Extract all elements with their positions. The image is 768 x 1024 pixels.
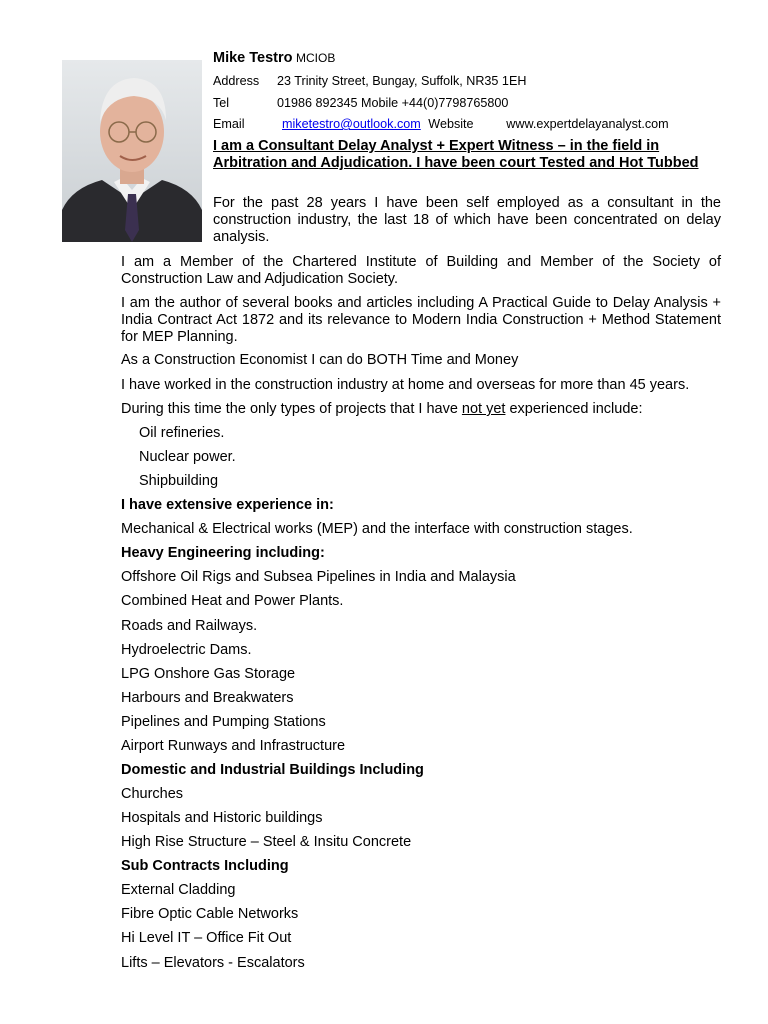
intro-paragraph: For the past 28 years I have been self employed as a consultant in the construction industry, the last 18 of which have been concentrated on delay analysis. — [213, 195, 721, 245]
experience-line: I have worked in the construction industry at home and overseas for more than 45 years. — [121, 377, 690, 393]
list-item: Nuclear power. — [139, 449, 236, 465]
email-link[interactable]: miketestro@outlook.com — [282, 117, 421, 131]
list-item: Harbours and Breakwaters — [121, 690, 294, 706]
section-heading: Domestic and Industrial Buildings Including — [121, 762, 424, 778]
name-line — [213, 51, 335, 66]
list-item: Lifts – Elevators - Escalators — [121, 955, 305, 971]
website-label: Website — [428, 117, 474, 131]
address-value: 23 Trinity Street, Bungay, Suffolk, NR35 1EH — [277, 74, 527, 88]
list-item: Hydroelectric Dams. — [121, 642, 252, 658]
list-item: Fibre Optic Cable Networks — [121, 906, 299, 922]
not-yet-before: During this time the only types of projects that I have — [121, 401, 462, 417]
list-item: High Rise Structure – Steel & Insitu Concrete — [121, 834, 412, 850]
section-heading: Sub Contracts Including — [121, 858, 289, 874]
section-heading: Heavy Engineering including: — [121, 545, 325, 561]
address-label: Address — [213, 74, 260, 88]
author-paragraph: I am the author of several books and articles including A Practical Guide to Delay Analysis + India Contract Act 1872 and its relevance to Modern India Construction + Method Statement for MEP Planning. — [121, 295, 721, 345]
mep-line: Mechanical & Electrical works (MEP) and the interface with construction stages. — [121, 521, 633, 537]
portrait-image — [62, 60, 202, 242]
list-item: Shipbuilding — [139, 473, 219, 489]
email-line — [213, 117, 669, 132]
qualifications: MCIOB — [296, 51, 336, 65]
profile-photo — [62, 60, 202, 242]
section-heading: I have extensive experience in: — [121, 497, 334, 513]
list-item: Combined Heat and Power Plants. — [121, 593, 344, 609]
not-yet-emphasis: not yet — [461, 401, 506, 417]
list-item: External Cladding — [121, 882, 236, 898]
email-label: Email — [213, 117, 245, 131]
list-item: Roads and Railways. — [121, 618, 258, 634]
website-value: www.expertdelayanalyst.com — [506, 117, 669, 131]
list-item: Hi Level IT – Office Fit Out — [121, 930, 292, 946]
economist-line: As a Construction Economist I can do BOTH Time and Money — [121, 352, 519, 368]
membership-paragraph: I am a Member of the Chartered Institute of Building and Member of the Society of Construction Law and Adjudication Society. — [121, 254, 721, 287]
list-item: Churches — [121, 786, 184, 802]
list-item: Oil refineries. — [139, 425, 225, 441]
person-name: Mike Testro — [213, 50, 293, 66]
list-item: Pipelines and Pumping Stations — [121, 714, 326, 730]
tel-label: Tel — [213, 96, 230, 110]
not-yet-after: experienced include: — [505, 401, 643, 417]
tel-line — [213, 96, 508, 111]
list-item: Airport Runways and Infrastructure — [121, 738, 346, 754]
not-yet-line — [121, 401, 643, 418]
tel-value: 01986 892345 Mobile +44(0)7798765800 — [277, 96, 509, 110]
list-item: Hospitals and Historic buildings — [121, 810, 323, 826]
headline: I am a Consultant Delay Analyst + Expert Witness – in the field in Arbitration and Adjudication. I have been court Tested and Hot Tubbed — [213, 138, 699, 171]
list-item: Offshore Oil Rigs and Subsea Pipelines in India and Malaysia — [121, 569, 516, 585]
address-line — [213, 74, 526, 89]
list-item: LPG Onshore Gas Storage — [121, 666, 296, 682]
